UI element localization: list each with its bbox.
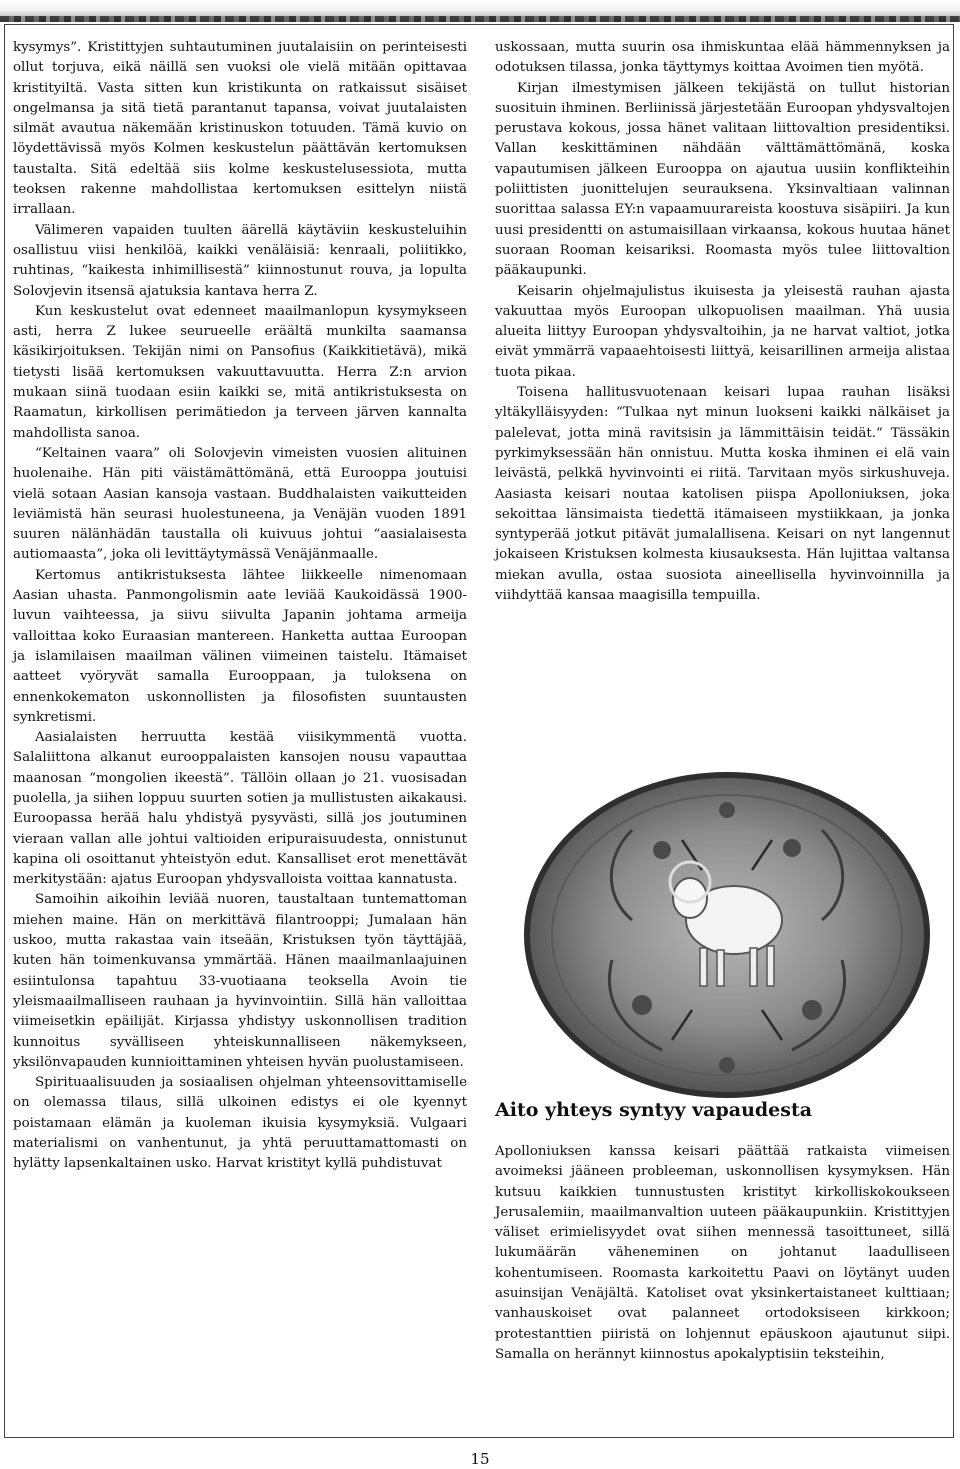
- section-body: [495, 1142, 950, 1365]
- paragraph: Kertomus antikristuksesta lähtee liikkeelle nimenomaan Aasian uhasta. Panmongolismin aate leviää Kaukoidässä 1900-luvun vaihteessa, ja siivu siivulta Japanin johtama armeija valloittaa koko Euraasian mantereen. Hanketta auttaa Euroopan ja islamilaisen maailman välinen viimeinen taistelu. Itämaiset aatteet vyöryvät samalla Eurooppaan, ja tuloksena on ennenkokematon uskonnollisten ja filosofisten suuntausten synkretismi.: [13, 567, 467, 725]
- paragraph: kysymys”. Kristittyjen suhtautuminen juutalaisiin on perinteisesti ollut torjuva, eikä näillä sen vuoksi ole vielä mitään opittavaa kristityiltä. Vasta sitten kun kristikunta on ratkaissut sisäiset ongelmansa ja sitä tietä parantanut tapansa, voivat juutalaisten silmät avautua näkemään kristinuskon totuuden. Tämä kuvio on löydettävissä myös Kolmen keskustelun päättävän kertomuksen taustalta. Sitä edeltää siis kolme keskustelusessiota, mutta teoksen rakenne mahdollistaa kertomuksen esittelyn niistä irrallaan.: [13, 40, 467, 218]
- paragraph: Kirjan ilmestymisen jälkeen tekijästä on tullut historian suosituin ihminen. Berliinissä järjestetään Euroopan yhdysvaltojen perustava kokous, jossa hänet valitaan liittovaltion presidentiksi. Vallan keskittäminen nähdään välttämättömänä, koska vapautumisen jälkeen Eurooppa on ajautua uusiin konflikteihin poliittisten juonittelujen seurauksena. Yksinvaltiaan valinnan suorittaa salassa EY:n vapaamuurareista koostuva sisäpiiri. Ja kun uusi presidentti on astumaisillaan virkaansa, kokous huutaa hänet suoraan Rooman keisariksi. Roomasta myös tulee liittovaltion pääkaupunki.: [495, 80, 950, 279]
- section-headline: Aito yhteys syntyy vapaudesta: [495, 1099, 813, 1121]
- paragraph: Toisena hallitusvuotenaan keisari lupaa rauhan lisäksi yltäkylläisyyden: “Tulkaa nyt minun luokseni kaikki nälkäiset ja palelevat, jotta minä ravitsisin ja lämmittäisin teidät.” Tässäkin pyrkimyksessään hän onnistuu. Mutta koska ihminen ei elä vain leivästä, pelkkä hyvinvointi ei riitä. Tarvitaan myös sirkushuveja. Aasiasta keisari noutaa katolisen piispa Apolloniuksen, joka sekoittaa länsimaista tiedettä itämaiseen mystiikkaan, ja jonka syntyperää jotkut pitävät jumalallisena. Keisari on nyt langennut jokaiseen Kristuksen kolmesta kiusauksesta. Hän lujittaa valtansa miekan avulla, ostaa suosiota aineellisella hyvinvoinnilla ja viihdyttää kansaa maagisilla tempuilla.: [495, 385, 950, 604]
- paragraph: Kun keskustelut ovat edenneet maailmanlopun kysymykseen asti, herra Z lukee seurueelle eräältä munkilta saamansa käsikirjoituksen. Tekijän nimi on Pansofius (Kaikkitietävä), mikä tietysti lisää kertomuksen vakuuttavuutta. Herra Z:n arvion mukaan siinä tuodaan esiin kaikki se, mitä antikristuksesta on Raamatun, kirkollisen perimätiedon ja terveen järven kannalta mahdollista sanoa.: [13, 303, 467, 441]
- paragraph: uskossaan, mutta suurin osa ihmiskuntaa elää hämmennyksen ja odotuksen tilassa, jonka täyttymys koittaa Avoimen tien myötä.: [495, 40, 950, 76]
- paragraph: Aasialaisten herruutta kestää viisikymmentä vuotta. Salaliittona alkanut eurooppalaisten kansojen nousu vapauttaa maanosan “mongolien ikeestä”. Tällöin ollaan jo 21. vuosisadan puolella, ja siihen loppuu suurten sotien ja mullistusten aikakausi. Euroopassa herää halu yhdistyä pysyvästi, sillä jos joutuminen vieraan vallan alle johtui valtioiden eripuraisuudesta, onnistunut kapina oli osoittanut yhteistyön edut. Kansalliset erot menettävät merkitystään: ajatus Euroopan yhdysvalloista voittaa kannatusta.: [13, 730, 467, 888]
- page-number: 15: [470, 1450, 490, 1468]
- paragraph: “Keltainen vaara” oli Solovjevin vimeisten vuosien alituinen huolenaihe. Hän piti väistämättömänä, että Eurooppa joutuisi vielä sotaan Aasian kansoja vastaan. Buddhalaisten vaikutteiden leviämistä hän seurasi huolestuneena, ja Venäjän vuoden 1891 suuren nälänhädän taustalla oli kuivuus johtui “aasialaisesta autiomaasta”, joka oli levittäytymässä Venäjänmaalle.: [13, 445, 467, 563]
- paragraph: Samoihin aikoihin leviää nuoren, taustaltaan tuntemattoman miehen maine. Hän on merkittävä filantrooppi; Jumalaan hän uskoo, mutta rakastaa vain itseään, Kristuksen työn täyttäjää, kuten hän toimenkuvansa ymmärtää. Hänen maailmanlaajuinen esiintulonsa tapahtuu 33-vuotiaana teoksella Avoin tie yleismaailmalliseen rauhaan ja hyvinvointiin. Sillä hän valloittaa viimeisetkin epäilijät. Kirjassa yhdistyy uskonnollisen tradition kunnoitus syvälliseen yhteiskunnalliseen näkemykseen, yksilönvapauden kunnioittaminen yhteisen hyvän puolustamiseen.: [13, 892, 467, 1070]
- paragraph: Keisarin ohjelmajulistus ikuisesta ja yleisestä rauhan ajasta vakuuttaa myös Euroopan ulkopuolisen maailman. Yhä uusia alueita liittyy Euroopan yhdysvaltoihin, ja ne harvat valtiot, jotka eivät ymmärrä vapaaehtoisesti liittyä, keisarillinen armeija alistaa tuota pikaa.: [495, 283, 950, 380]
- paragraph: Spirituaalisuuden ja sosiaalisen ohjelman yhteensovittamiselle on olemassa tilaus, sillä ulkoinen edistys ei ole kyennyt poistamaan elämän ja kuoleman ikuisia kysymyksiä. Vulgaari materialismi on vanhentunut, ja yhtä peruuttamattomasti on hylätty lapsenkaltainen usko. Harvat kristityt kyllä puhdistuvat: [13, 1075, 467, 1172]
- left-column: [13, 38, 467, 1175]
- right-column: [495, 38, 950, 606]
- paragraph: Apolloniuksen kanssa keisari päättää ratkaista viimeisen avoimeksi jääneen probleeman, uskonnollisen kysymyksen. Hän kutsuu kaikkien tunnustusten kristityt kirkolliskokoukseen Jerusalemiin, maailmanvaltion uuteen pääkaupunkiin. Kristittyjen väliset erimielisyydet ovat siihen mennessä tasoittuneet, sillä lukumäärän väheneminen on johtanut laadulliseen kohentumiseen. Roomasta karkoitettu Paavi on löytänyt uuden asuinsijan Venäjältä. Katoliset ovat yksinkertaistaneet kulttiaan; vanhauskoiset ovat palanneet ortodoksiseen kirkkoon; protestanttien piiristä on lohjennut epäuskoon ajautunut siipi. Samalla on herännyt kiinnostus apokalyptisiin teksteihin,: [495, 1144, 950, 1362]
- lamb-medallion-illustration: [512, 770, 942, 1100]
- paragraph: Välimeren vapaiden tuulten äärellä käytäviin keskusteluihin osallistuu viisi henkilöä, kaikki venäläisiä: kenraali, poliitikko, ruhtinas, “kaikesta inhimillisestä” kiinnostunut rouva, ja lopulta Solovjevin itsensä ajatuksia kantava herra Z.: [13, 222, 467, 299]
- top-border-band: [0, 0, 960, 22]
